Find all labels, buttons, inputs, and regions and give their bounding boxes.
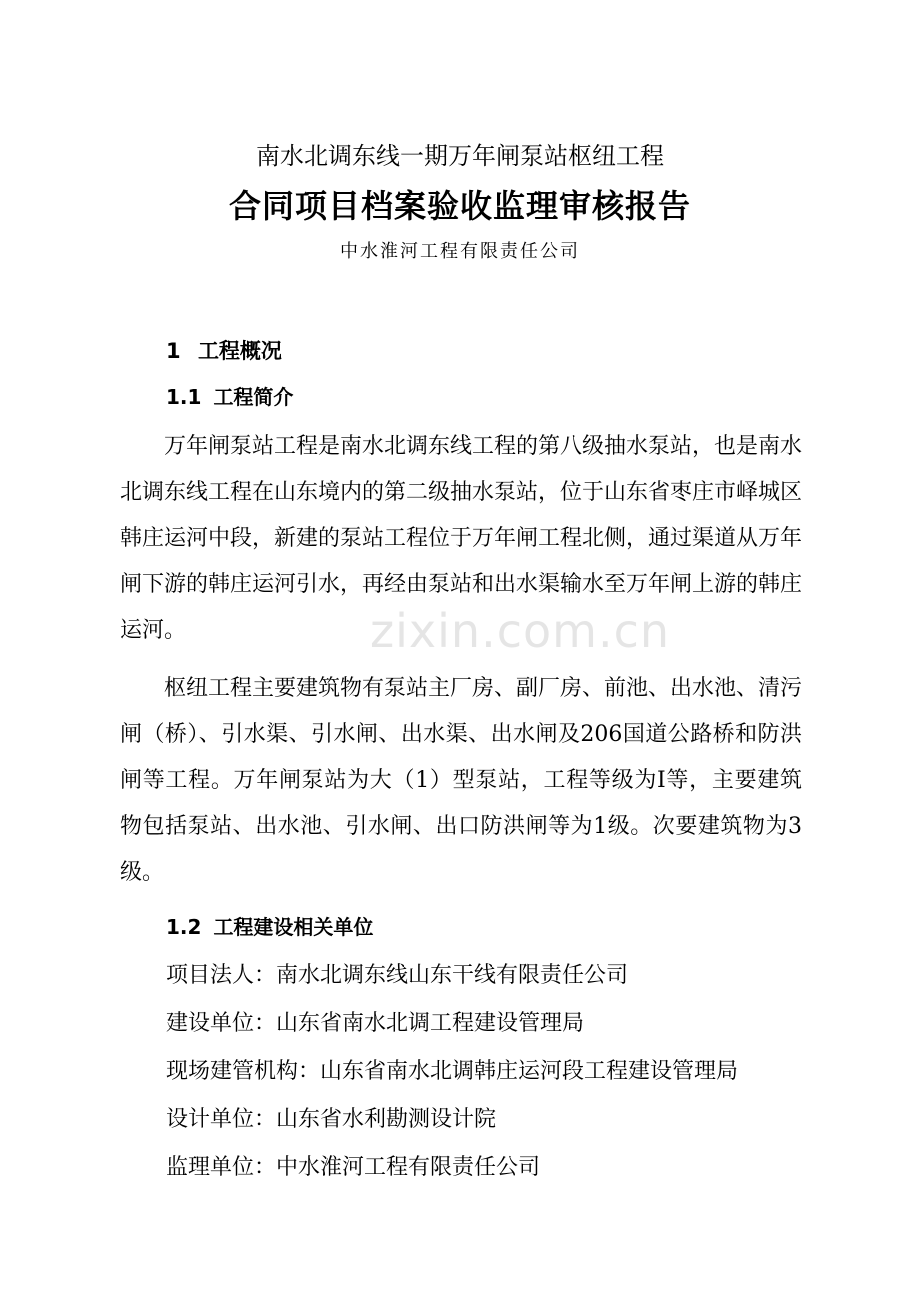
section-title: 工程建设相关单位 [213, 915, 374, 939]
unit-line-supervision: 监理单位：中水淮河工程有限责任公司 [166, 1155, 541, 1180]
section-number: 1.2 [166, 915, 202, 939]
section-title: 工程简介 [213, 385, 294, 409]
paragraph-main-buildings: 枢纽工程主要建筑物有泵站主厂房、副厂房、前池、出水池、清污闸（桥）、引水渠、引水闸、出水渠、出水闸及206国道公路桥和防洪闸等工程。万年闸泵站为大（1）型泵站，工程等级为I等，主要建筑物包括泵站、出水池、引水闸、出口防洪闸等为1级。次要建筑物为3级。 [120, 676, 803, 885]
document-subtitle: 南水北调东线一期万年闸泵站枢纽工程 [256, 142, 664, 170]
section-number: 1.1 [166, 385, 202, 409]
section-heading-1 [166, 336, 282, 366]
section-heading-1-1 [166, 382, 293, 412]
company-name: 中水淮河工程有限责任公司 [340, 241, 580, 262]
unit-line-construction: 建设单位：山东省南水北调工程建设管理局 [166, 1011, 585, 1036]
section-title: 工程概况 [197, 339, 282, 363]
section-heading-1-2 [166, 912, 373, 942]
watermark-text: zixin.com.cn [370, 604, 671, 658]
section-number: 1 [166, 339, 181, 363]
unit-line-legal-person: 项目法人：南水北调东线山东干线有限责任公司 [166, 963, 629, 988]
paragraph-project-intro: 万年闸泵站工程是南水北调东线工程的第八级抽水泵站，也是南水北调东线工程在山东境内的第二级抽水泵站，位于山东省枣庄市峄城区韩庄运河中段，新建的泵站工程位于万年闸工程北侧，通过渠道从万年闸下游的韩庄运河引水，再经由泵站和出水渠输水至万年闸上游的韩庄运河。 [120, 434, 803, 643]
unit-line-site-management: 现场建管机构：山东省南水北调韩庄运河段工程建设管理局 [166, 1059, 739, 1084]
unit-line-design: 设计单位：山东省水利勘测设计院 [166, 1107, 497, 1132]
document-title: 合同项目档案验收监理审核报告 [228, 187, 691, 225]
